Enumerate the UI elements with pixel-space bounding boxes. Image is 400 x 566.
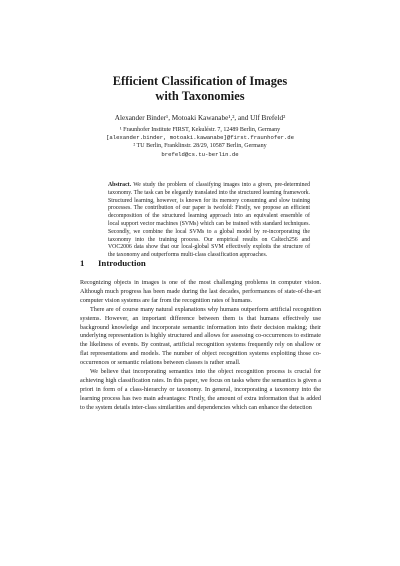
section-number: 1 [80,258,85,268]
section-heading [80,258,330,269]
affiliation-2: ² TU Berlin, Franklinstr. 28/29, 10587 Berlin, Germany [133,143,267,150]
title-line-2: with Taxonomies [155,89,245,103]
affiliations [0,126,400,159]
author-list: Alexander Binder¹, Motoaki Kawanabe¹,², and Ulf Brefeld² [114,114,286,122]
paragraph: There are of course many natural explanations why humans outperform artificial recognition systems. However, an important difference between them is that humans effectively use background knowledge and incorporate semantic information into their decision making; their underlying representation is highly structured and allows for assessing co-occurrences to estimate the likeliness of events. By contrast, artificial recognition systems frequently rely on shallow or flat representations and models. The number of object recognition systems exploiting those co-occurrences or semantic relations between classes is rather small. [80,306,321,367]
title-line-1: Efficient Classification of Images [112,74,288,88]
paragraph: Recognizing objects in images is one of the most challenging problems in computer vision. Although much progress has been made during the last decades, performances of state-of-the-art computer vision systems are far from the recognition rates of humans. [80,280,321,304]
paper-title [0,74,400,104]
email-2: brefeld@cs.tu-berlin.de [161,150,239,158]
abstract-label: Abstract. [108,182,132,188]
email-1: [alexander.binder, motoaki.kawanabe]@first.fraunhofer.de [106,134,294,142]
paragraph: We believe that incorporating semantics into the object recognition process is crucial for achieving high classification rates. In this paper, we focus on tasks where the semantics is given a priori in form of a class-hierarchy or taxonomy. In general, incorporating a taxonomy into the learning process has two main advantages: Firstly, the amount of extra information that is added to the system details inter-class similarities and dependencies which can enhance the detection [80,369,321,411]
abstract [108,182,310,260]
section-title: Introduction [98,258,146,268]
abstract-text: We study the problem of classifying images into a given, pre-determined taxonomy. The task can be elegantly translated into the structured learning framework. Structured learning, however, is known for its memory consuming and slow training processes. The contribution of our paper is twofold: Firstly, we propose an efficient decomposition of the structured learning approach into an equivalent ensemble of local support vector machines (SVMs) which can be trained with standard techniques. Secondly, we combine the local SVMs to a global model by re-incorporating the taxonomy into the training process. Our empirical results on Caltech256 and VOC2006 data show that our local-global SVM effectively exploits the structure of the taxonomy and outperforms multi-class classification approaches. [108,182,310,259]
body-text [80,279,321,413]
affiliation-1: ¹ Fraunhofer Institute FIRST, Kekuléstr. 7, 12489 Berlin, Germany [119,127,281,133]
